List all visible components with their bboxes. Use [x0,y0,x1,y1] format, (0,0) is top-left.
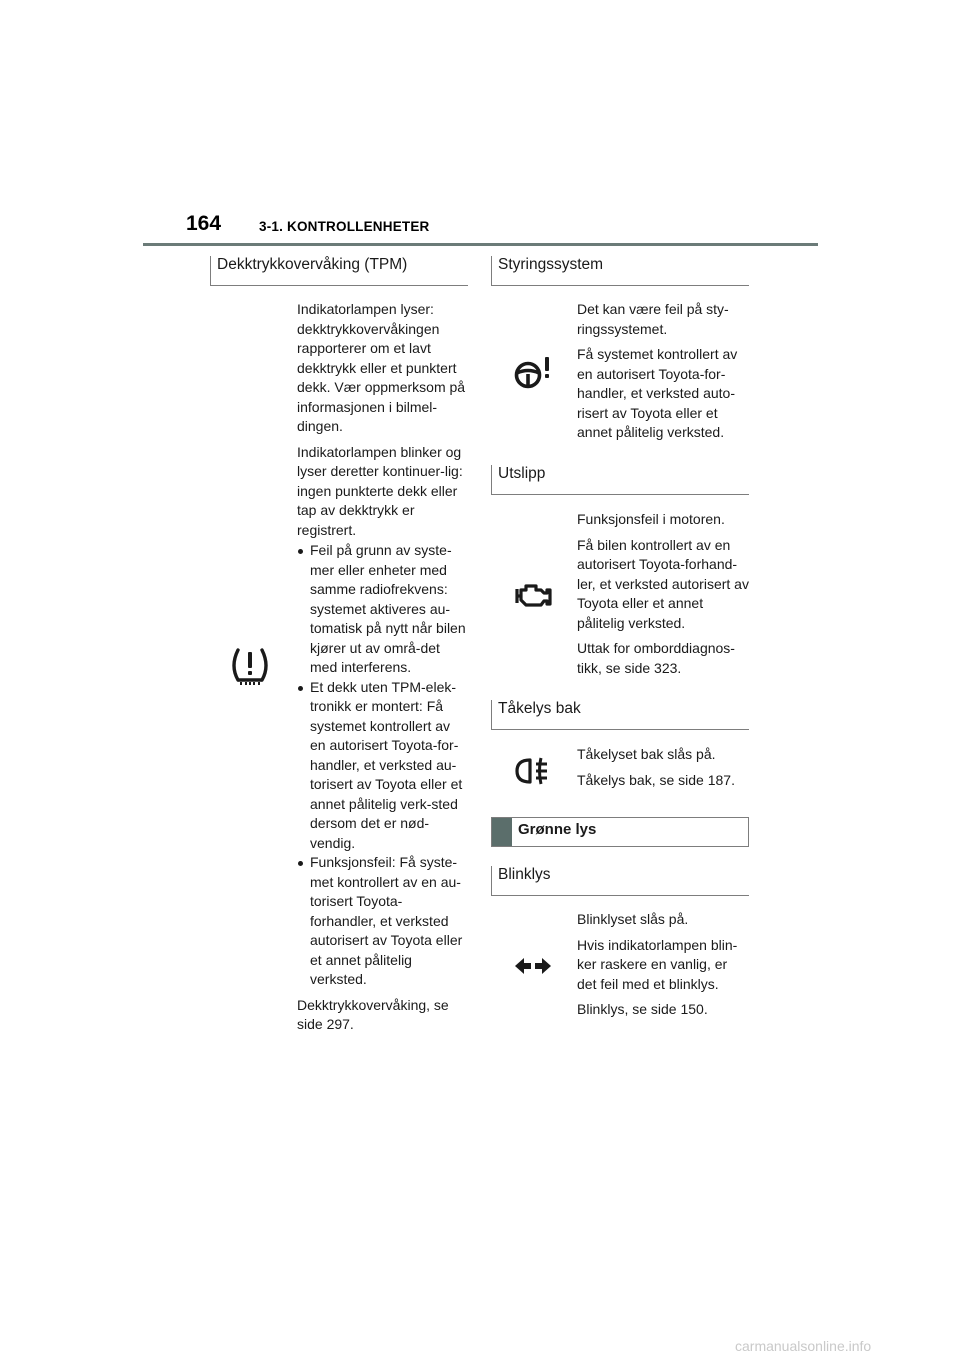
emission-text [577,510,749,684]
watermark: carmanualsonline.info [735,1338,872,1354]
green-lights-heading-label: Grønne lys [518,821,597,838]
tpm-paragraph-2: Indikatorlampen blinker og lyser deretter kontinuer-lig: ingen punkterte dekk eller tap av dekktrykk er registrert. [297,443,463,538]
fog-paragraph-2: Tåkelys bak, se side 187. [577,771,735,788]
steering-text [577,300,749,449]
green-lights-heading [491,817,749,847]
turn-heading [491,866,749,896]
steering-heading [491,256,749,286]
turn-heading-label: Blinklys [498,866,551,883]
turn-paragraph-1: Blinklyset slås på. [577,911,689,927]
fog-heading [491,700,749,730]
emission-paragraph-3: Uttak for omborddiagnos-tikk, se side 323. [577,640,735,676]
tpm-bullet-list [297,541,467,990]
page-number: 164 [186,212,222,235]
tpm-text [297,300,467,1041]
tire-pressure-warning-icon [229,647,271,685]
tpm-heading-label: Dekktrykkovervåking (TPM) [217,256,408,273]
green-lights-heading-bar [492,818,512,846]
fog-text [577,745,749,796]
steering-paragraph-2: Få systemet kontrollert av en autorisert Toyota-for-handler, et verksted auto-risert av Toyota eller et annet pålitelig verksted. [577,346,738,440]
list-item: Feil på grunn av syste-mer eller enheter med samme radiofrekvens: systemet aktiveres au-tomatisk på nytt når bilen kjører ut av områ-det med interferens. [297,541,467,678]
tpm-heading [210,256,468,286]
emission-heading-label: Utslipp [498,465,546,482]
emission-paragraph-2: Få bilen kontrollert av en autorisert Toyota-forhand-ler, et verksted autorisert av Toyota eller et annet pålitelig verksted. [577,536,749,631]
turn-paragraph-3: Blinklys, se side 150. [577,1001,708,1017]
steering-paragraph-1: Det kan være feil på sty-ringssystemet. [577,301,729,337]
emission-paragraph-1: Funksjonsfeil i motoren. [577,511,725,527]
turn-text [577,910,749,1026]
fog-paragraph-1: Tåkelyset bak slås på. [577,746,716,762]
turn-signal-icon [514,955,552,977]
section-title: 3-1. KONTROLLENHETER [259,219,430,234]
engine-check-icon [514,581,552,609]
rear-fog-light-icon [515,757,551,785]
turn-paragraph-2: Hvis indikatorlampen blin-ker raskere en vanlig, er det feil med et blinklys. [577,936,738,992]
emission-heading [491,465,749,495]
fog-heading-label: Tåkelys bak [498,700,581,717]
steering-heading-label: Styringssystem [498,256,604,273]
header-rule [143,243,818,246]
tpm-reference: Dekktrykkovervåking, se side 297. [297,996,449,1032]
steering-warning-icon [514,355,554,391]
tpm-paragraph-1: Indikatorlampen lyser: dekktrykkovervåkingen rapporterer om et lavt dekktrykk eller et punktert dekk. Vær oppmerksom på informasjonen i bilmel-dingen. [297,301,466,434]
list-item: Et dekk uten TPM-elek-tronikk er montert: Få systemet kontrollert av en autorisert Toyota-for-handler, et verksted au-torisert av Toyota eller et annet pålitelig verk-sted dersom det er nød-vendig. [297,678,467,854]
list-item: Funksjonsfeil: Få syste-met kontrollert av en au-torisert Toyota-forhandler, et verksted autorisert av Toyota eller et annet pålitelig verksted. [297,853,467,990]
